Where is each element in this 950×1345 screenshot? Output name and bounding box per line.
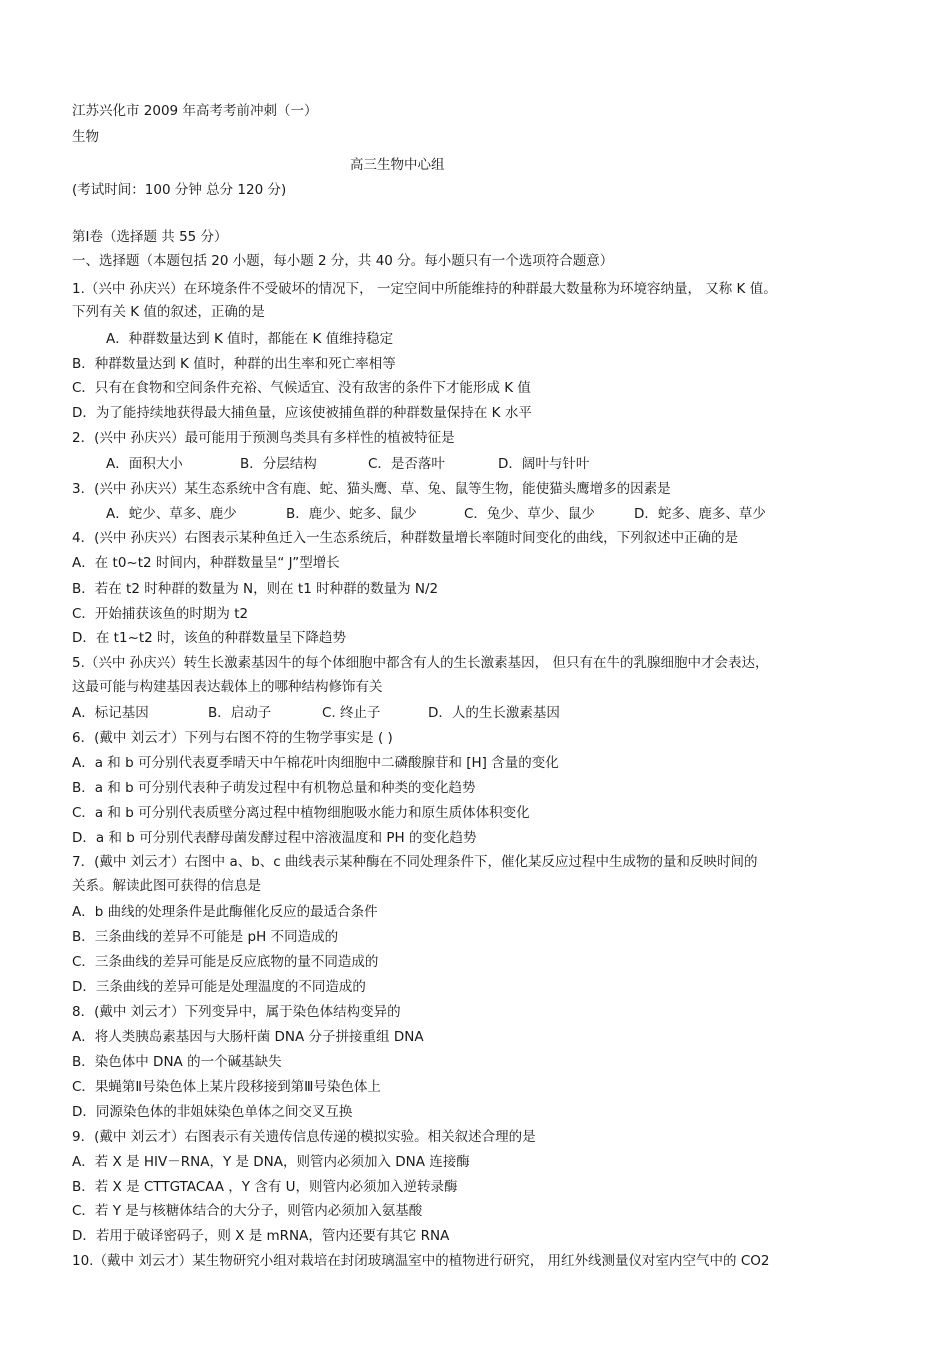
question-5-stem: 5.（兴中 孙庆兴）转生长激素基因牛的每个体细胞中都含有人的生长激素基因， 但只有在牛的乳腺细胞中才会表达， xyxy=(72,655,769,671)
question-5-option-c: C. 终止子 xyxy=(322,705,381,721)
question-4-stem: 4．(兴中 孙庆兴）右图表示某种鱼迁入一生态系统后，种群数量增长率随时间变化的曲线，下列叙述中正确的是 xyxy=(72,530,739,546)
question-3-options xyxy=(106,505,766,523)
question-4-option-b: B．若在 t2 时种群的数量为 N，则在 t1 时种群的数量为 N/2 xyxy=(72,581,439,597)
question-9-stem: 9．(戴中 刘云才）右图表示有关遗传信息传递的模拟实验。相关叙述合理的是 xyxy=(72,1129,536,1145)
question-7-stem-cont: 关系。解读此图可获得的信息是 xyxy=(72,878,261,894)
question-10-stem: 10.（戴中 刘云才）某生物研究小组对栽培在封闭玻璃温室中的植物进行研究， 用红外线测量仪对室内空气中的 CO2 xyxy=(72,1253,770,1269)
question-2-option-d: D．阔叶与针叶 xyxy=(498,456,590,472)
question-1-option-c: C．只有在食物和空间条件充裕、气候适宜、没有敌害的条件下才能形成 K 值 xyxy=(72,380,531,396)
question-4-option-a: A．在 t0~t2 时间内，种群数量呈“ J”型增长 xyxy=(72,555,340,571)
question-8-option-d: D．同源染色体的非姐妹染色单体之间交叉互换 xyxy=(72,1104,353,1120)
question-2-stem: 2．(兴中 孙庆兴）最可能用于预测鸟类具有多样性的植被特征是 xyxy=(72,430,455,446)
question-6-option-b: B．a 和 b 可分别代表种子萌发过程中有机物总量和种类的变化趋势 xyxy=(72,780,476,796)
question-7-option-c: C．三条曲线的差异可能是反应底物的量不同造成的 xyxy=(72,954,379,970)
question-8-option-c: C．果蝇第Ⅱ号染色体上某片段移接到第Ⅲ号染色体上 xyxy=(72,1079,381,1095)
question-7-option-b: B．三条曲线的差异不可能是 pH 不同造成的 xyxy=(72,929,339,945)
question-7-option-d: D．三条曲线的差异可能是处理温度的不同造成的 xyxy=(72,979,366,995)
question-1-stem-cont: 下列有关 K 值的叙述，正确的是 xyxy=(72,304,265,320)
question-9-option-d: D．若用于破译密码子，则 X 是 mRNA，管内还要有其它 RNA xyxy=(72,1228,450,1244)
section-title: 第Ⅰ卷（选择题 共 55 分） xyxy=(72,229,228,245)
question-5-option-b: B．启动子 xyxy=(208,705,272,721)
exam-info: (考试时间：100 分钟 总分 120 分) xyxy=(72,182,287,198)
question-3-option-a: A．蛇少、草多、鹿少 xyxy=(106,506,237,522)
question-5-options xyxy=(72,704,560,722)
subject-label: 生物 xyxy=(72,129,99,145)
question-6-option-a: A．a 和 b 可分别代表夏季晴天中午棉花叶肉细胞中二磷酸腺苷和 [H] 含量的变化 xyxy=(72,755,559,771)
question-2-options xyxy=(106,455,589,473)
question-3-option-d: D．蛇多、鹿多、草少 xyxy=(634,506,766,522)
question-5-option-a: A．标记基因 xyxy=(72,705,149,721)
question-6-option-d: D．a 和 b 可分别代表酵母菌发酵过程中溶液温度和 PH 的变化趋势 xyxy=(72,830,477,846)
question-7-stem: 7．(戴中 刘云才）右图中 a、b、c 曲线表示某种酶在不同处理条件下，催化某反应过程中生成物的量和反映时间的 xyxy=(72,854,758,870)
question-9-option-b: B．若 X 是 CTTGTACAA ，Y 含有 U，则管内必须加入逆转录酶 xyxy=(72,1179,458,1195)
question-6-stem: 6．(戴中 刘云才）下列与右图不符的生物学事实是 ( ) xyxy=(72,730,393,746)
question-2-option-c: C．是否落叶 xyxy=(368,456,445,472)
question-8-option-b: B．染色体中 DNA 的一个碱基缺失 xyxy=(72,1054,282,1070)
question-5-option-d: D．人的生长激素基因 xyxy=(428,705,560,721)
question-4-option-c: C．开始捕获该鱼的时期为 t2 xyxy=(72,606,249,622)
question-9-option-c: C．若 Y 是与核糖体结合的大分子，则管内必须加入氨基酸 xyxy=(72,1203,423,1219)
question-6-option-c: C．a 和 b 可分别代表质壁分离过程中植物细胞吸水能力和原生质体体积变化 xyxy=(72,805,530,821)
question-7-option-a: A．b 曲线的处理条件是此酶催化反应的最适合条件 xyxy=(72,904,378,920)
section-instructions: 一、选择题（本题包括 20 小题，每小题 2 分，共 40 分。每小题只有一个选项符合题意） xyxy=(72,253,614,269)
question-8-stem: 8．(戴中 刘云才）下列变异中，属于染色体结构变异的 xyxy=(72,1004,401,1020)
question-3-option-c: C．兔少、草少、鼠少 xyxy=(464,506,595,522)
question-9-option-a: A．若 X 是 HIV－RNA，Y 是 DNA，则管内必须加入 DNA 连接酶 xyxy=(72,1154,470,1170)
question-8-option-a: A．将人类胰岛素基因与大肠杆菌 DNA 分子拼接重组 DNA xyxy=(72,1029,424,1045)
question-2-option-a: A．面积大小 xyxy=(106,456,183,472)
question-1-option-a: A．种群数量达到 K 值时，都能在 K 值维持稳定 xyxy=(106,331,394,347)
author-group: 高三生物中心组 xyxy=(350,157,445,173)
question-4-option-d: D．在 t1~t2 时，该鱼的种群数量呈下降趋势 xyxy=(72,630,347,646)
question-2-option-b: B．分层结构 xyxy=(240,456,317,472)
question-1-option-b: B．种群数量达到 K 值时，种群的出生率和死亡率相等 xyxy=(72,356,396,372)
question-1-stem: 1.（兴中 孙庆兴）在环境条件不受破坏的情况下， 一定空间中所能维持的种群最大数量称为环境容纳量， 又称 K 值。 xyxy=(72,281,777,297)
question-1-option-d: D．为了能持续地获得最大捕鱼量，应该使被捕鱼群的种群数量保持在 K 水平 xyxy=(72,405,532,421)
question-3-stem: 3．(兴中 孙庆兴）某生态系统中含有鹿、蛇、猫头鹰、草、兔、鼠等生物，能使猫头鹰增多的因素是 xyxy=(72,481,671,497)
question-5-stem-cont: 这最可能与构建基因表达载体上的哪种结构修饰有关 xyxy=(72,679,383,695)
question-3-option-b: B．鹿少、蛇多、鼠少 xyxy=(286,506,417,522)
document-title: 江苏兴化市 2009 年高考考前冲刺（一） xyxy=(72,103,318,119)
